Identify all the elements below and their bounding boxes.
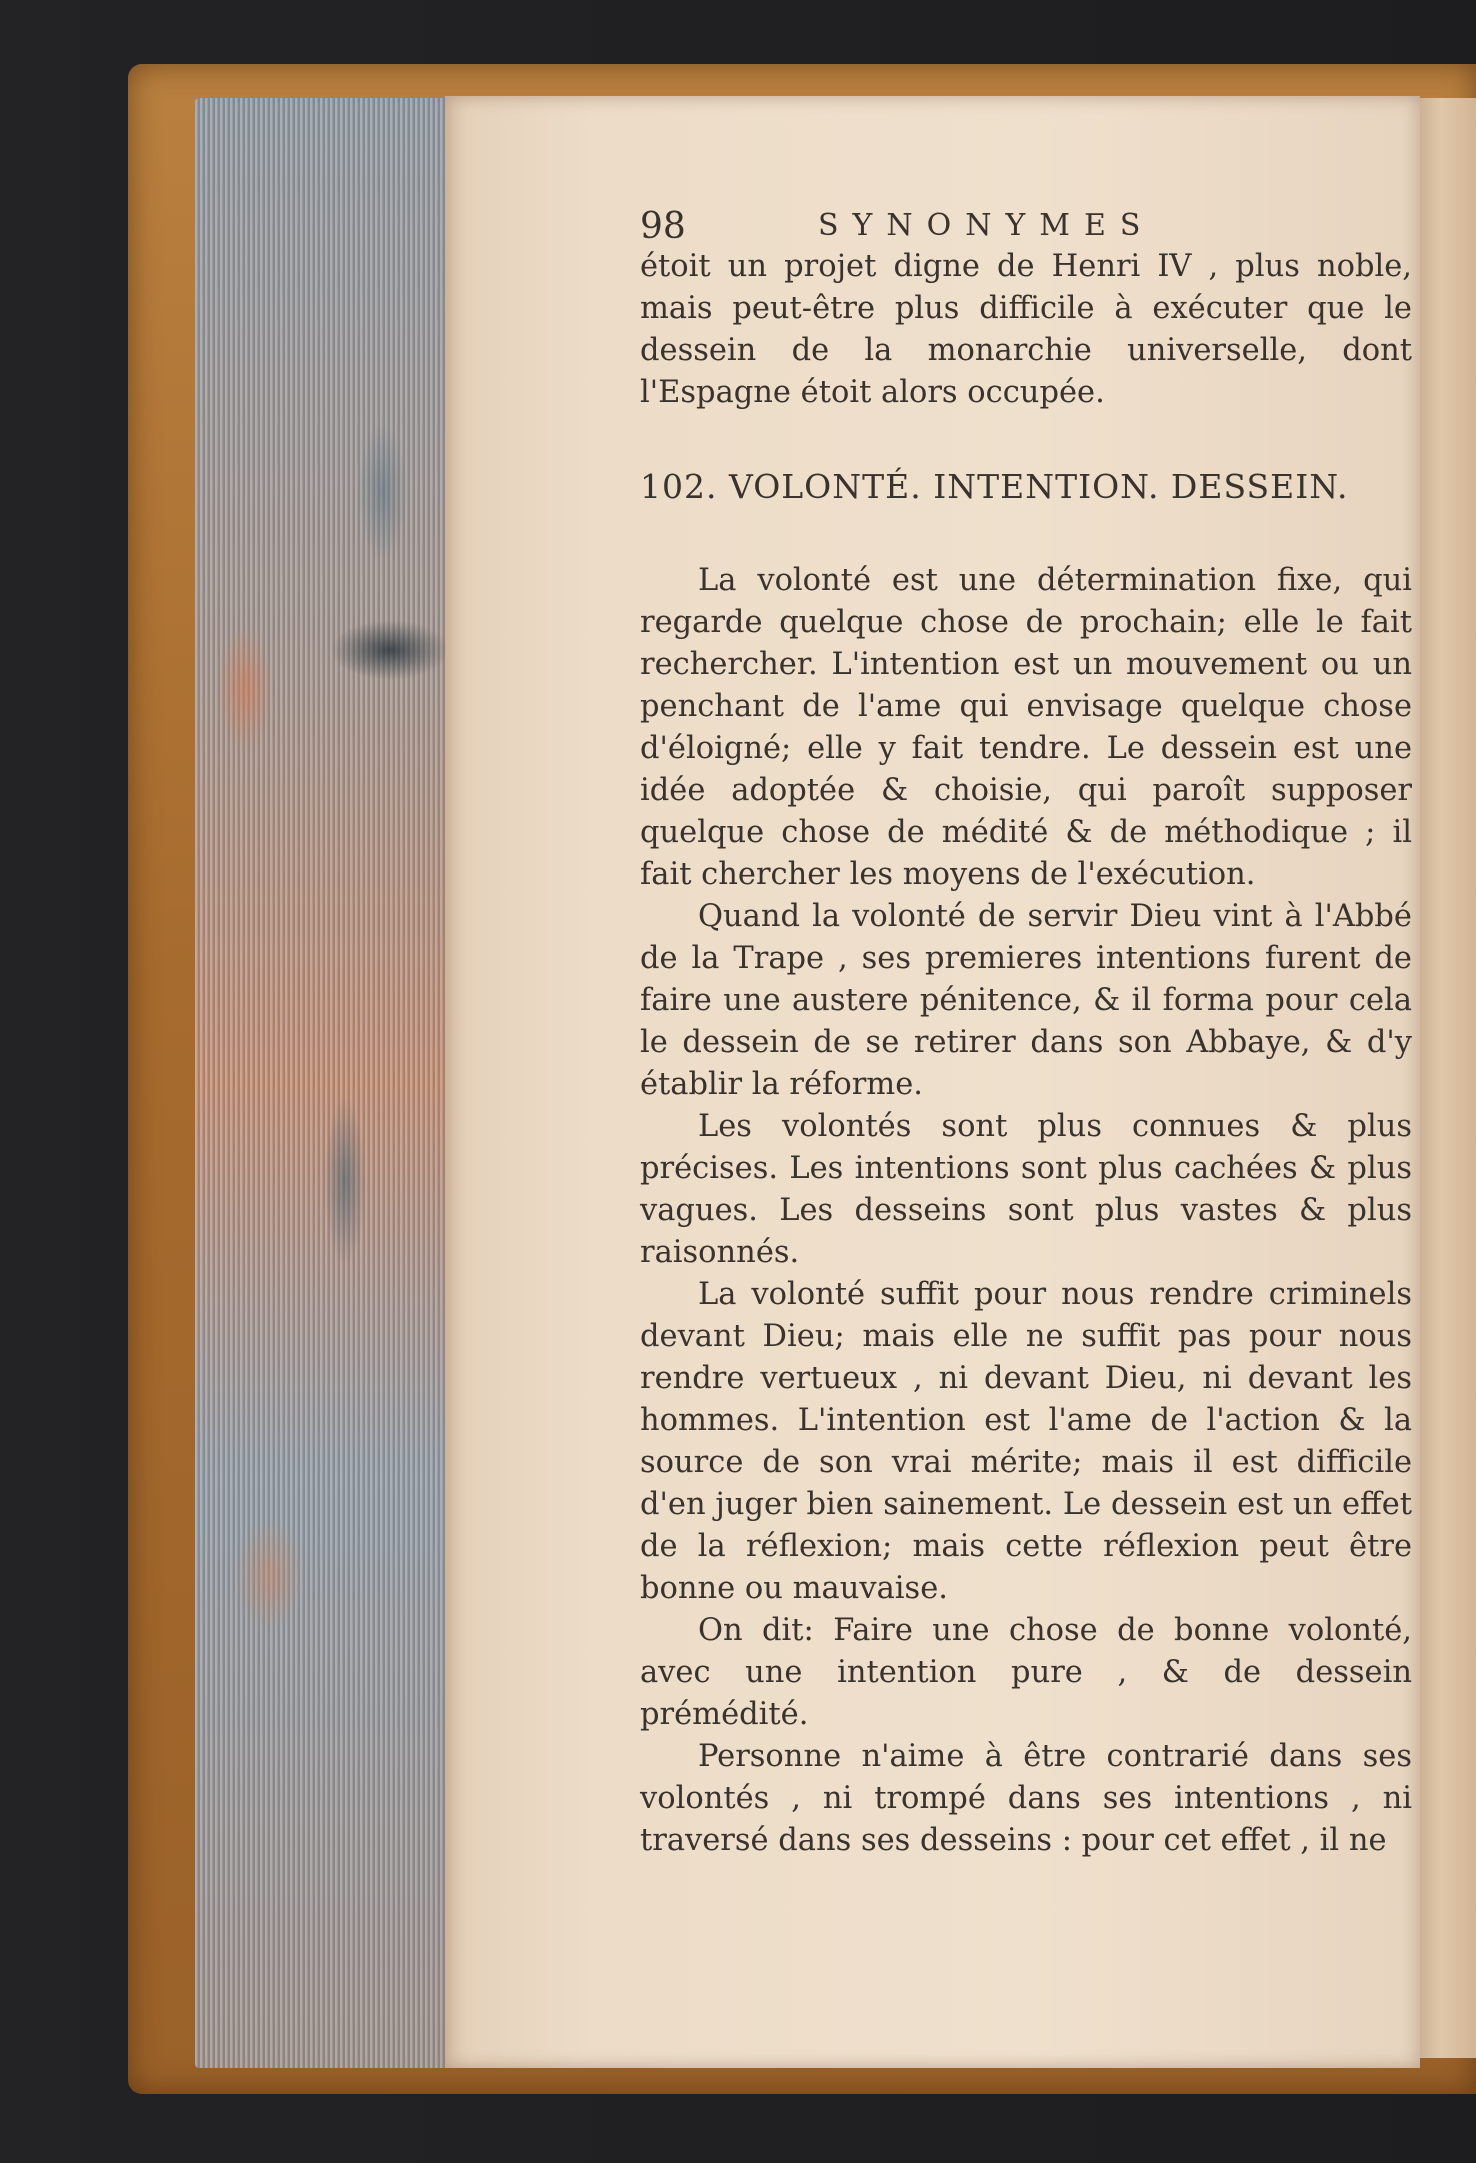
running-head-title: SYNONYMES (818, 208, 1155, 243)
paragraph-comparison: Les volontés sont plus connues & plus précises. Les intentions sont plus cachées & plus vagues. Les desseins sont plus vastes & plus raisonnés. (640, 1109, 1412, 1270)
running-head (640, 206, 1412, 246)
section-heading: 102. VOLONTÉ. INTENTION. DESSEIN. (640, 467, 1349, 506)
paragraph-usage: On dit: Faire une chose de bonne volonté, avec une intention pure , & de dessein prémédité. (640, 1613, 1412, 1732)
marbled-edge-pattern (195, 98, 445, 2068)
body-text (640, 246, 1412, 1862)
page-content (640, 206, 1412, 1862)
paragraph-moral: La volonté suffit pour nous rendre criminels devant Dieu; mais elle ne suffit pas pour nous rendre vertueux , ni devant Dieu, ni devant les hommes. L'intention est l'ame de l'action & la source de son vrai mérite; mais il est difficile d'en juger bien sainement. Le dessein est un effet de la réflexion; mais cette réflexion peut être bonne ou mauvaise. (640, 1277, 1412, 1606)
page-number: 98 (640, 206, 686, 247)
paragraph-definitions: La volonté est une détermination fixe, qui regarde quelque chose de prochain; elle le fait rechercher. L'intention est un mouvement ou un penchant de l'ame qui envisage quelque chose d'éloigné; elle y fait tendre. Le dessein est une idée adoptée & choisie, qui paroît supposer quelque chose de médité & de méthodique ; il fait chercher les moyens de l'exécution. (640, 563, 1412, 892)
paragraph-example: Quand la volonté de servir Dieu vint à l'Abbé de la Trape , ses premieres intentions furent de faire une austere pénitence, & il forma pour cela le dessein de se retirer dans son Abbaye, & d'y établir la réforme. (640, 899, 1412, 1102)
carryover-paragraph: étoit un projet digne de Henri IV , plus noble, mais peut-être plus difficile à exécuter que le dessein de la monarchie universelle, dont l'Espagne étoit alors occupée. (640, 249, 1412, 410)
edge-stain (330, 620, 450, 680)
book-page (445, 96, 1420, 2068)
paragraph-closing: Personne n'aime à être contrarié dans ses volontés , ni trompé dans ses intentions , ni traversé dans ses desseins : pour cet effet , il ne (640, 1739, 1412, 1858)
facing-page-strip (1418, 98, 1476, 2058)
